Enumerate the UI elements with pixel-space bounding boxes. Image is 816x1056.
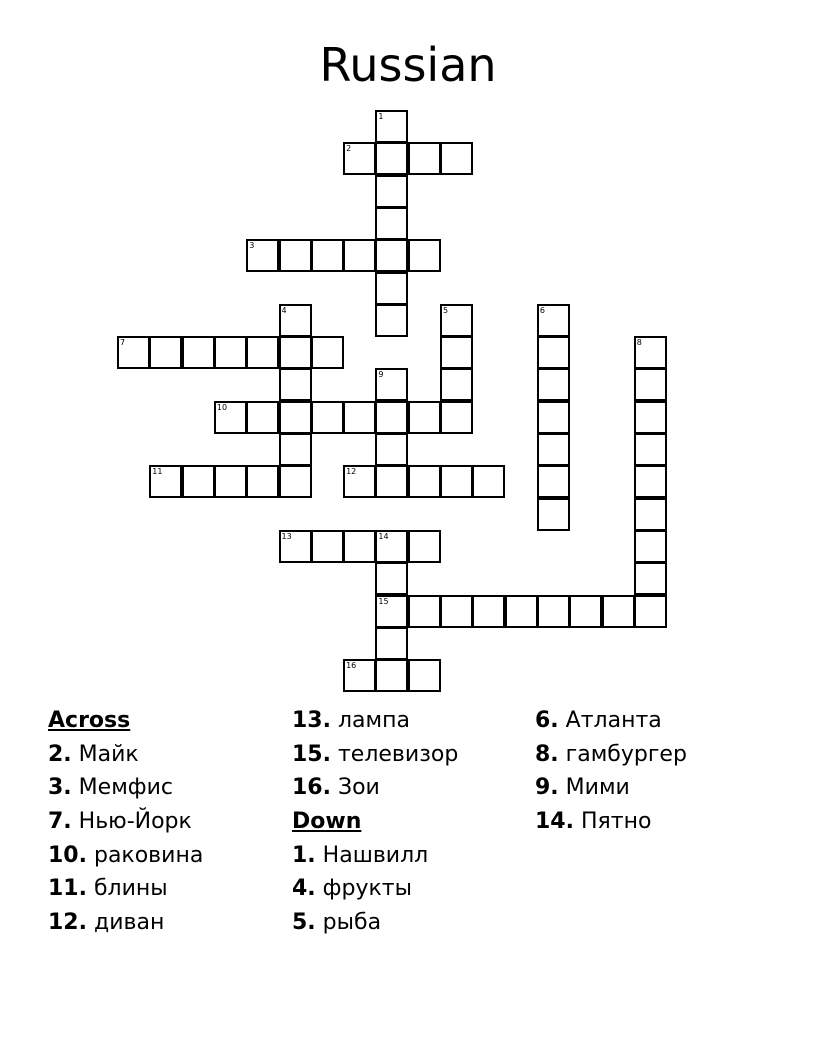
clue-text: фрукты (322, 876, 412, 902)
crossword-cell[interactable] (634, 562, 667, 595)
crossword-cell[interactable] (343, 401, 376, 434)
crossword-cell[interactable] (634, 498, 667, 531)
crossword-cell[interactable] (279, 368, 312, 401)
cell-number: 7 (120, 338, 126, 348)
crossword-cell[interactable] (117, 336, 150, 369)
clue-item (535, 738, 687, 772)
clue-text: Атланта (565, 708, 662, 733)
cell-number: 14 (378, 531, 389, 541)
clue-item (48, 738, 203, 772)
clue-column-middle (292, 704, 458, 940)
crossword-cell[interactable] (279, 401, 312, 434)
crossword-cell[interactable] (505, 595, 538, 628)
crossword-cell[interactable] (634, 433, 667, 466)
clue-text: телевизор (337, 741, 459, 767)
crossword-cell[interactable] (472, 595, 505, 628)
clue-text: Майк (78, 741, 139, 767)
crossword-cell[interactable] (375, 562, 408, 595)
cell-number: 5 (443, 305, 449, 315)
cell-number: 13 (281, 531, 292, 541)
clue-heading (292, 805, 458, 839)
crossword-cell[interactable] (537, 401, 570, 434)
crossword-cell[interactable] (408, 530, 441, 563)
crossword-cell[interactable] (634, 465, 667, 498)
clue-text: Нью-Йорк (78, 809, 192, 835)
crossword-cell[interactable] (149, 336, 182, 369)
crossword-cell[interactable] (440, 304, 473, 337)
crossword-cell[interactable] (182, 465, 215, 498)
crossword-cell[interactable] (279, 530, 312, 563)
clue-item (292, 738, 458, 772)
cell-number: 6 (539, 305, 545, 315)
crossword-cell[interactable] (375, 659, 408, 692)
clue-text: раковина (93, 842, 204, 868)
clue-item (48, 839, 203, 873)
clue-text: блины (93, 876, 168, 902)
crossword-cell[interactable] (408, 401, 441, 434)
crossword-cell[interactable] (375, 465, 408, 498)
crossword-cell[interactable] (343, 239, 376, 272)
crossword-cell[interactable] (375, 110, 408, 143)
crossword-cell[interactable] (311, 336, 344, 369)
crossword-cell[interactable] (537, 304, 570, 337)
clue-text: Мими (565, 775, 630, 801)
crossword-cell[interactable] (343, 142, 376, 175)
crossword-cell[interactable] (408, 659, 441, 692)
crossword-cell[interactable] (246, 401, 279, 434)
clue-number: 5. (292, 910, 316, 936)
crossword-cell[interactable] (279, 336, 312, 369)
clue-item (535, 805, 687, 839)
crossword-cell[interactable] (246, 336, 279, 369)
crossword-cell[interactable] (375, 304, 408, 337)
clue-number: 13. (292, 708, 331, 733)
clue-number: 1. (292, 842, 316, 868)
clue-number: 11. (48, 876, 87, 902)
crossword-cell[interactable] (634, 595, 667, 628)
puzzle-title: Russian (319, 38, 497, 92)
cell-number: 10 (216, 402, 228, 412)
crossword-cell[interactable] (537, 498, 570, 531)
crossword-cell[interactable] (375, 401, 408, 434)
crossword-cell[interactable] (634, 368, 667, 401)
clue-heading-text: Across (48, 708, 131, 733)
crossword-cell[interactable] (149, 465, 182, 498)
clue-heading (48, 704, 203, 738)
crossword-cell[interactable] (634, 336, 667, 369)
cell-number: 1 (378, 112, 384, 121)
crossword-cell[interactable] (246, 465, 279, 498)
crossword-cell[interactable] (440, 336, 473, 369)
clue-column-right (535, 704, 687, 839)
cell-number: 15 (378, 596, 389, 606)
clue-column-across (48, 704, 203, 940)
crossword-cell[interactable] (440, 401, 473, 434)
crossword-cell[interactable] (343, 530, 376, 563)
crossword-cell[interactable] (537, 336, 570, 369)
clue-number: 9. (535, 775, 559, 801)
crossword-cell[interactable] (279, 433, 312, 466)
crossword-cell[interactable] (408, 142, 441, 175)
clue-number: 3. (48, 775, 72, 801)
clue-item (292, 839, 458, 873)
clue-number: 8. (535, 741, 559, 767)
crossword-cell[interactable] (375, 433, 408, 466)
clue-heading-text: Down (292, 809, 362, 835)
crossword-cell[interactable] (214, 401, 247, 434)
clue-text: рыба (322, 910, 382, 936)
crossword-cell[interactable] (375, 530, 408, 563)
clue-item (48, 771, 203, 805)
clue-item (292, 704, 458, 738)
crossword-cell[interactable] (634, 530, 667, 563)
crossword-cell[interactable] (537, 368, 570, 401)
crossword-cell[interactable] (408, 595, 441, 628)
crossword-cell[interactable] (343, 465, 376, 498)
clue-item (535, 771, 687, 805)
clue-number: 7. (48, 809, 72, 835)
cell-number: 11 (152, 467, 163, 477)
clue-number: 12. (48, 910, 87, 936)
crossword-cell[interactable] (214, 465, 247, 498)
clue-item (48, 872, 203, 906)
crossword-cell[interactable] (214, 336, 247, 369)
crossword-cell[interactable] (537, 465, 570, 498)
crossword-cell[interactable] (279, 304, 312, 337)
crossword-cell[interactable] (408, 239, 441, 272)
cell-number: 16 (346, 661, 357, 671)
crossword-cell[interactable] (472, 465, 505, 498)
cell-number: 9 (378, 370, 384, 380)
crossword-cell[interactable] (634, 401, 667, 434)
crossword-cell[interactable] (375, 207, 408, 240)
cell-number: 12 (346, 467, 357, 477)
clue-number: 2. (48, 741, 72, 767)
crossword-cell[interactable] (311, 239, 344, 272)
crossword-cell[interactable] (375, 368, 408, 401)
clue-item (292, 771, 458, 805)
cell-number: 3 (249, 241, 255, 251)
clue-text: Нашвилл (322, 842, 429, 868)
clue-text: Пятно (580, 809, 652, 835)
clue-number: 10. (48, 842, 87, 868)
crossword-cell[interactable] (375, 239, 408, 272)
clue-number: 15. (292, 741, 331, 767)
clue-text: лампа (337, 708, 410, 733)
clue-item (535, 704, 687, 738)
crossword-cell[interactable] (375, 175, 408, 208)
crossword-cell[interactable] (537, 433, 570, 466)
crossword-cell[interactable] (279, 239, 312, 272)
clue-text: Зои (337, 775, 380, 801)
crossword-cell[interactable] (440, 368, 473, 401)
crossword-cell[interactable] (246, 239, 279, 272)
crossword-cell[interactable] (375, 595, 408, 628)
crossword-cell[interactable] (375, 627, 408, 660)
clue-item (292, 872, 458, 906)
crossword-cell[interactable] (375, 142, 408, 175)
cell-number: 4 (281, 305, 287, 315)
cell-number: 2 (346, 144, 352, 154)
clue-text: гамбургер (565, 741, 687, 767)
crossword-cell[interactable] (279, 465, 312, 498)
crossword-cell[interactable] (182, 336, 215, 369)
clue-item (48, 805, 203, 839)
crossword-cell[interactable] (375, 272, 408, 305)
clue-number: 14. (535, 809, 574, 835)
clue-text: Мемфис (78, 775, 173, 801)
crossword-cell[interactable] (440, 465, 473, 498)
crossword-cell[interactable] (311, 401, 344, 434)
cell-number: 8 (636, 338, 642, 348)
crossword-cell[interactable] (440, 142, 473, 175)
clue-number: 4. (292, 876, 316, 902)
clue-text: диван (93, 910, 165, 936)
crossword-cell[interactable] (311, 530, 344, 563)
crossword-cell[interactable] (408, 465, 441, 498)
clue-item (292, 906, 458, 940)
crossword-cell[interactable] (569, 595, 602, 628)
crossword-cell[interactable] (440, 595, 473, 628)
clue-number: 16. (292, 775, 331, 801)
clue-number: 6. (535, 708, 559, 733)
crossword-cell[interactable] (602, 595, 635, 628)
crossword-cell[interactable] (537, 595, 570, 628)
clue-item (48, 906, 203, 940)
crossword-cell[interactable] (343, 659, 376, 692)
